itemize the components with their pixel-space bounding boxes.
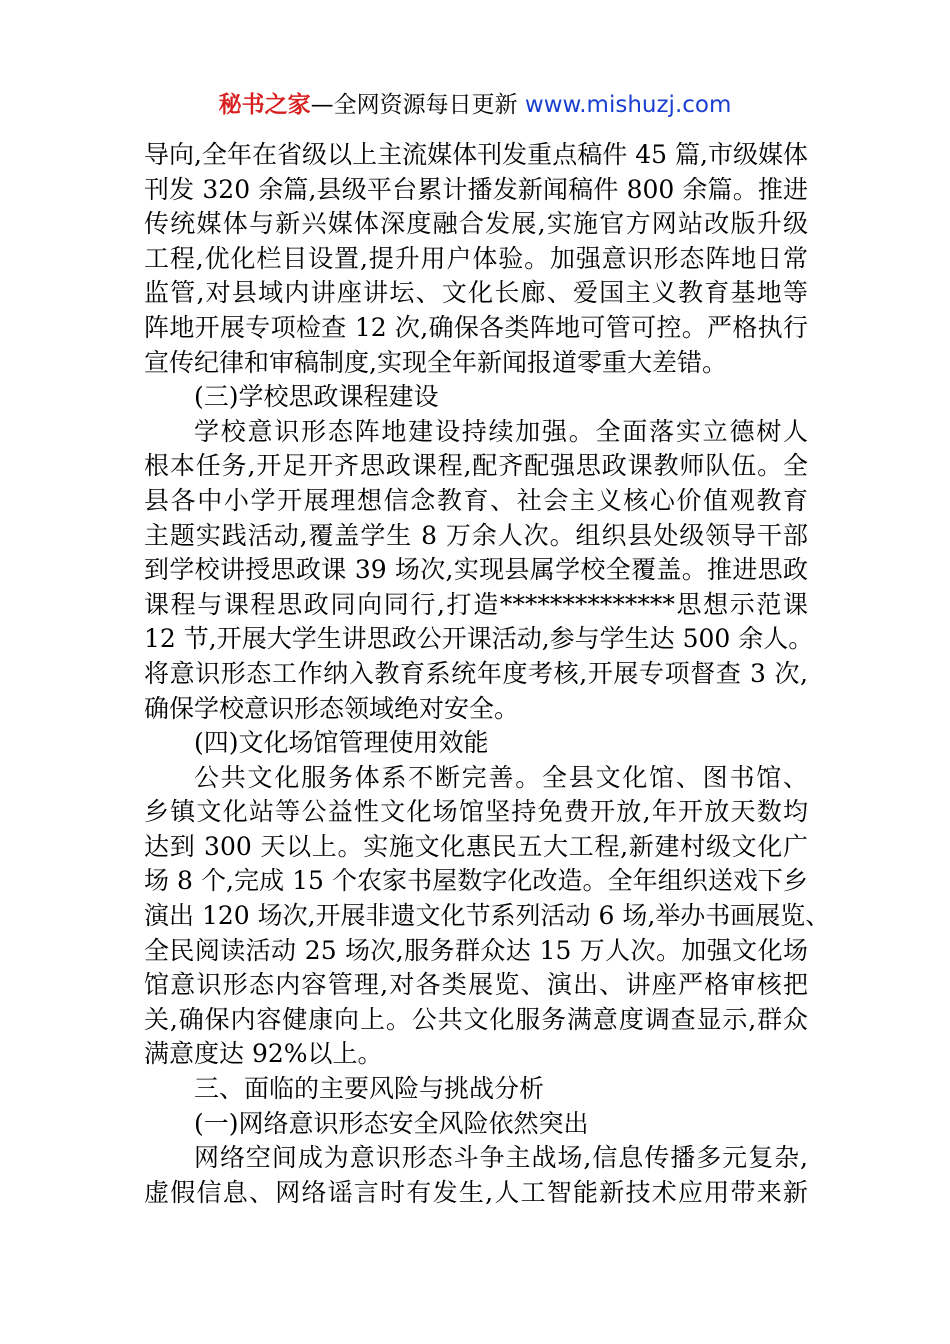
text-line: 学校意识形态阵地建设持续加强。全面落实立德树人 [194, 416, 808, 446]
site-header [0, 88, 950, 122]
text-line: 满意度达 92%以上。 [144, 1039, 383, 1069]
text-line: 刊发 320 余篇,县级平台累计播发新闻稿件 800 余篇。推进 [144, 174, 808, 204]
text-line: 网络空间成为意识形态斗争主战场,信息传播多元复杂, [194, 1143, 808, 1173]
site-brand: 秘书之家 [218, 92, 311, 118]
text-line: 根本任务,开足开齐思政课程,配齐配强思政课教师队伍。全 [144, 451, 808, 481]
text-line: 监管,对县域内讲座讲坛、文化长廊、爱国主义教育基地等 [144, 278, 808, 308]
site-tagline: —全网资源每日更新 [310, 92, 525, 118]
text-line: 全民阅读活动 25 场次,服务群众达 15 万人次。加强文化场 [144, 935, 808, 965]
text-line: 传统媒体与新兴媒体深度融合发展,实施官方网站改版升级 [144, 209, 808, 239]
text-line: 导向,全年在省级以上主流媒体刊发重点稿件 45 篇,市级媒体 [144, 140, 808, 169]
text-line: (一)网络意识形态安全风险依然突出 [194, 1108, 589, 1138]
text-line: (三)学校思政课程建设 [194, 382, 439, 412]
text-line: 三、面临的主要风险与挑战分析 [194, 1074, 545, 1104]
document-body [144, 138, 831, 1210]
site-url[interactable]: www.mishuzj.com [524, 92, 732, 118]
text-line: 12 节,开展大学生讲思政公开课活动,参与学生达 500 余人。 [144, 624, 814, 654]
text-line: 虚假信息、网络谣言时有发生,人工智能新技术应用带来新 [144, 1177, 808, 1207]
text-line: 将意识形态工作纳入教育系统年度考核,开展专项督查 3 次, [144, 658, 808, 688]
text-line: 乡镇文化站等公益性文化场馆坚持免费开放,年开放天数均 [144, 797, 808, 827]
text-line: 宣传纪律和审稿制度,实现全年新闻报道零重大差错。 [144, 347, 727, 377]
text-line: 工程,优化栏目设置,提升用户体验。加强意识形态阵地日常 [144, 243, 808, 273]
text-line: (四)文化场馆管理使用效能 [194, 728, 489, 758]
text-line: 到学校讲授思政课 39 场次,实现县属学校全覆盖。推进思政 [144, 555, 808, 585]
text-line: 课程与课程思政同向同行,打造**************思想示范课 [144, 589, 808, 619]
text-line: 馆意识形态内容管理,对各类展览、演出、讲座严格审核把 [144, 970, 808, 1000]
text-line: 关,确保内容健康向上。公共文化服务满意度调查显示,群众 [144, 1004, 808, 1034]
text-line: 达到 300 天以上。实施文化惠民五大工程,新建村级文化广 [144, 831, 808, 861]
text-line: 主题实践活动,覆盖学生 8 万余人次。组织县处级领导干部 [144, 520, 808, 550]
text-line: 场 8 个,完成 15 个农家书屋数字化改造。全年组织送戏下乡 [144, 866, 808, 896]
text-line: 阵地开展专项检查 12 次,确保各类阵地可管可控。严格执行 [144, 312, 808, 342]
text-line: 确保学校意识形态领域绝对安全。 [144, 693, 520, 723]
text-line: 县各中小学开展理想信念教育、社会主义核心价值观教育 [144, 485, 808, 515]
text-line: 演出 120 场次,开展非遗文化节系列活动 6 场,举办书画展览、 [144, 901, 831, 931]
text-line: 公共文化服务体系不断完善。全县文化馆、图书馆、 [194, 762, 808, 792]
text-lines [144, 138, 831, 1210]
